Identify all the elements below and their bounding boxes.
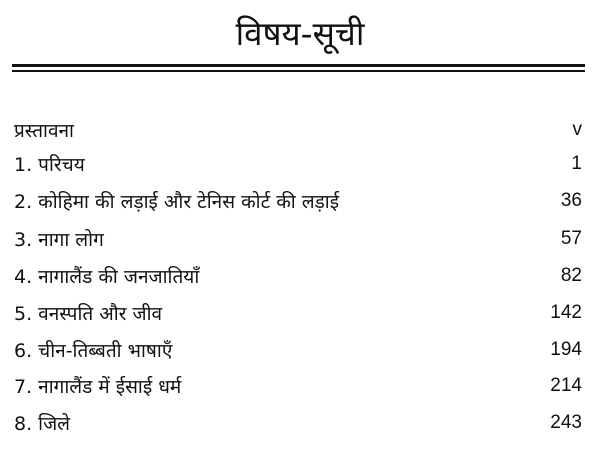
toc-entry-label: 3. नागा लोग (14, 229, 104, 251)
toc-entry-5 (14, 298, 582, 328)
toc-entry-label: 7. नागालैंड में ईसाई धर्म (14, 376, 182, 398)
toc-entry-2 (14, 186, 582, 216)
toc-entry-page: 1 (571, 153, 582, 174)
toc-entry-7 (14, 371, 582, 401)
toc-entry-page: 214 (550, 375, 582, 396)
toc-entry-page: 142 (550, 302, 582, 323)
toc-entry-1 (14, 149, 582, 179)
toc-entry-6 (14, 335, 582, 365)
toc-entry-page: 243 (550, 412, 582, 433)
toc-entry-page: 194 (550, 339, 582, 360)
toc-entry-page: v (572, 119, 582, 140)
toc-entry-8 (14, 408, 582, 438)
toc-entry-label: 6. चीन-तिब्बती भाषाएँ (14, 340, 173, 362)
toc-entry-4 (14, 261, 582, 291)
toc-entry-label: 2. कोहिमा की लड़ाई और टेनिस कोर्ट की लड़ाई (14, 191, 340, 213)
toc-entry-label: 1. परिचय (14, 154, 85, 176)
toc-entry-page: 57 (560, 228, 582, 249)
toc-entry-label: 4. नागालैंड की जनजातियाँ (14, 266, 200, 288)
toc-entry-label: 5. वनस्पति और जीव (14, 303, 163, 325)
toc-entry-preface (14, 115, 582, 145)
toc-entry-page: 36 (560, 190, 582, 211)
toc-entry-page: 82 (560, 265, 582, 286)
toc-entry-label: प्रस्तावना (14, 120, 74, 142)
page-title: विषय-सूची (235, 14, 365, 53)
toc-entry-label: 8. जिले (14, 413, 71, 435)
toc-entry-3 (14, 224, 582, 254)
